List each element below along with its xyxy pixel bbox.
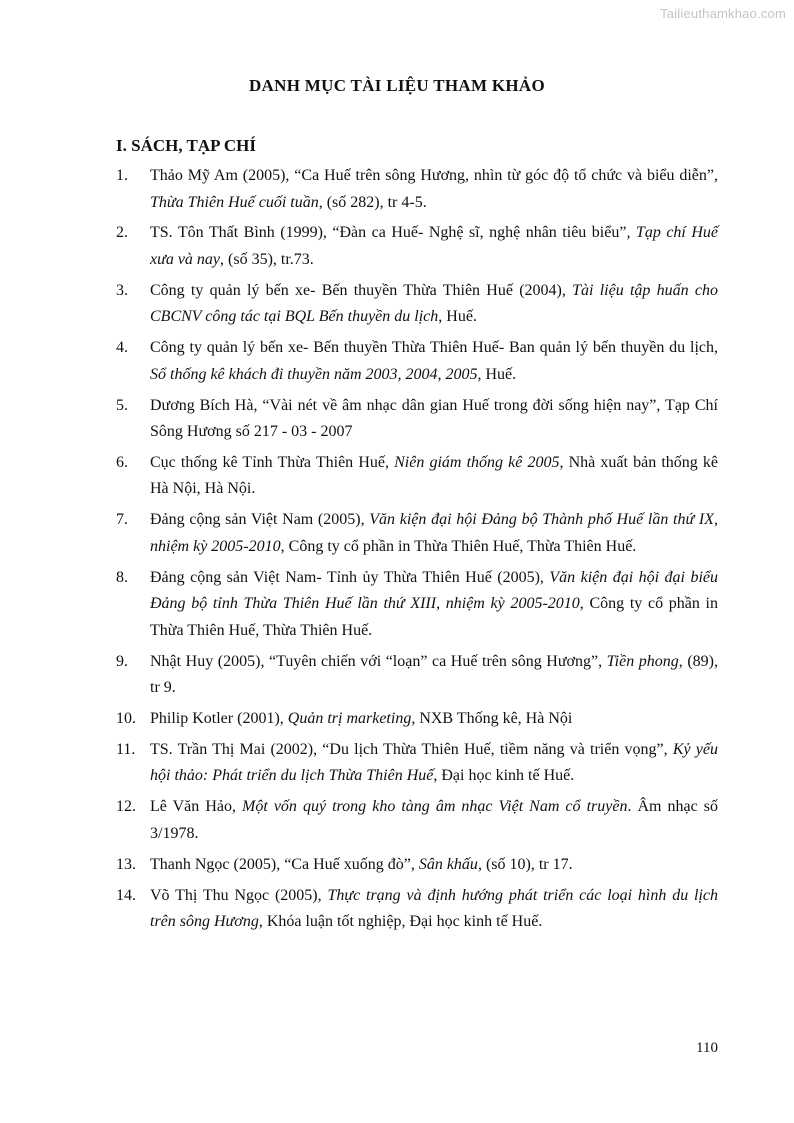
reference-text-segment: , Khóa luận tốt nghiệp, Đại học kinh tế Huế. bbox=[258, 913, 543, 931]
reference-text bbox=[150, 565, 718, 645]
reference-text-segment: Võ Thị Thu Ngọc (2005), bbox=[150, 886, 328, 904]
reference-title-italic: Văn kiện đại hội đại biểu Đảng bộ tỉnh Thừa Thiên Huế lần thứ XIII, nhiệm kỳ 2005-2010 bbox=[150, 568, 719, 613]
reference-text-segment: Công ty quản lý bến xe- Bến thuyền Thừa Thiên Huế (2004), bbox=[150, 281, 573, 299]
reference-title-italic: Kỷ yếu hội thảo: Phát triển du lịch Thừa Thiên Huế bbox=[150, 740, 718, 785]
reference-text-segment: Thảo Mỹ Am (2005), “Ca Huế trên sông Hương, nhìn từ góc độ tổ chức và biểu diễn”, bbox=[150, 167, 718, 184]
reference-title-italic: Niên giám thống kê 2005 bbox=[394, 453, 560, 471]
reference-number: 14. bbox=[116, 886, 136, 904]
reference-text-segment: Dương Bích Hà, “Vài nét về âm nhạc dân gian Huế trong đời sống hiện nay”, Tạp Chí Sông Hương số 217 - 03 - 2007 bbox=[150, 396, 718, 441]
reference-item bbox=[116, 883, 718, 936]
reference-text-segment: Công ty quản lý bến xe- Bến thuyền Thừa Thiên Huế- Ban quản lý bến thuyền du lịch, bbox=[150, 339, 718, 357]
reference-number: 13. bbox=[116, 855, 136, 873]
reference-text bbox=[150, 220, 718, 273]
reference-text-segment: , (89), tr 9. bbox=[150, 652, 719, 697]
reference-item bbox=[116, 737, 718, 790]
reference-text bbox=[150, 737, 718, 790]
page-title: DANH MỤC TÀI LIỆU THAM KHẢO bbox=[248, 76, 546, 95]
reference-item bbox=[116, 335, 718, 388]
reference-title-italic: Văn kiện đại hội Đảng bộ Thành phố Huế lần thứ IX, nhiệm kỳ 2005-2010 bbox=[150, 511, 719, 555]
reference-item bbox=[116, 706, 718, 733]
reference-text bbox=[150, 278, 718, 331]
reference-number: 5. bbox=[116, 396, 128, 414]
reference-item bbox=[116, 450, 718, 503]
reference-text bbox=[150, 507, 718, 560]
reference-number: 7. bbox=[116, 511, 128, 529]
reference-number: 8. bbox=[116, 568, 128, 586]
reference-number: 3. bbox=[116, 281, 128, 299]
reference-item bbox=[116, 794, 718, 847]
reference-number: 12. bbox=[116, 798, 136, 816]
reference-text bbox=[150, 649, 718, 702]
reference-text-segment: , Công ty cổ phần in Thừa Thiên Huế, Thừa Thiên Huế. bbox=[150, 595, 718, 639]
reference-text-segment: Thanh Ngọc (2005), “Ca Huế xuống đò”, bbox=[150, 855, 419, 873]
reference-title-italic: Sân khấu bbox=[418, 855, 478, 873]
reference-number: 4. bbox=[116, 339, 128, 357]
reference-text bbox=[150, 163, 718, 216]
reference-number: 1. bbox=[116, 167, 128, 184]
reference-item bbox=[116, 649, 718, 702]
reference-text-segment: TS. Tôn Thất Bình (1999), “Đàn ca Huế- Nghệ sĩ, nghệ nhân tiêu biểu” bbox=[150, 224, 627, 242]
reference-list bbox=[116, 163, 718, 940]
reference-item bbox=[116, 278, 718, 331]
reference-item bbox=[116, 852, 718, 879]
reference-title-italic: Một vốn quý trong kho tàng âm nhạc Việt Nam cổ truyền bbox=[242, 798, 628, 816]
reference-number: 10. bbox=[116, 710, 136, 728]
reference-text bbox=[150, 393, 718, 446]
reference-text-segment: Lê Văn Hảo, bbox=[150, 798, 243, 816]
reference-text bbox=[150, 706, 718, 733]
reference-text-segment: . Âm nhạc số 3/1978. bbox=[150, 798, 718, 842]
reference-text bbox=[150, 794, 718, 847]
reference-text-segment: , (số 10), tr 17. bbox=[477, 855, 573, 873]
reference-title-italic: Quản trị marketing bbox=[287, 710, 412, 728]
reference-text-segment: , Huế. bbox=[477, 365, 517, 383]
page-number: 110 bbox=[696, 1040, 718, 1056]
reference-text-segment: , Huế. bbox=[438, 308, 477, 326]
reference-text-segment: , (số 35), tr.73. bbox=[220, 250, 314, 268]
reference-number: 11. bbox=[116, 740, 136, 758]
reference-text bbox=[150, 883, 718, 936]
reference-number: 9. bbox=[116, 652, 128, 670]
reference-text bbox=[150, 335, 718, 388]
reference-title-italic: Thừa Thiên Huế cuối tuần bbox=[150, 193, 319, 211]
reference-text-segment: , Công ty cổ phần in Thừa Thiên Huế, Thừa Thiên Huế. bbox=[280, 537, 637, 555]
reference-text-segment: Nhật Huy (2005), “Tuyên chiến với “loạn” ca Huế trên sông Hương”, bbox=[150, 652, 607, 670]
reference-text-segment: , Nhà xuất bản thống kê Hà Nội, Hà Nội. bbox=[150, 453, 718, 498]
reference-title-italic: , Tạp chí Huế xưa và nay bbox=[150, 224, 719, 268]
reference-item bbox=[116, 507, 718, 560]
reference-text-segment: Cục thống kê Tỉnh Thừa Thiên Huế, bbox=[150, 453, 395, 471]
reference-item bbox=[116, 220, 718, 273]
reference-title-italic: Thực trạng và định hướng phát triển các loại hình du lịch trên sông Hương bbox=[150, 886, 719, 931]
watermark: Tailieuthamkhao.com bbox=[660, 6, 786, 21]
reference-title-italic: Sổ thống kê khách đi thuyền năm 2003, 2004, 2005 bbox=[150, 365, 478, 383]
reference-number: 6. bbox=[116, 453, 128, 471]
section-heading: I. SÁCH, TẠP CHÍ bbox=[116, 136, 256, 155]
reference-text-segment: Đảng cộng sản Việt Nam (2005), bbox=[150, 511, 370, 529]
reference-text-segment: , (số 282), tr 4-5. bbox=[318, 193, 427, 211]
reference-number: 2. bbox=[116, 224, 128, 242]
reference-item bbox=[116, 565, 718, 645]
reference-item bbox=[116, 163, 718, 216]
reference-text-segment: Philip Kotler (2001), bbox=[150, 710, 288, 728]
reference-item bbox=[116, 393, 718, 446]
reference-text bbox=[150, 450, 718, 503]
reference-title-italic: Tiền phong bbox=[606, 652, 679, 670]
reference-text-segment: TS. Trần Thị Mai (2002), “Du lịch Thừa Thiên Huế, tiềm năng và triển vọng”, bbox=[150, 740, 673, 758]
reference-text-segment: Đảng cộng sản Việt Nam- Tỉnh ủy Thừa Thiên Huế (2005), bbox=[150, 568, 550, 586]
reference-text-segment: , NXB Thống kê, Hà Nội bbox=[411, 710, 573, 728]
reference-text bbox=[150, 852, 718, 879]
reference-text-segment: , Đại học kinh tế Huế. bbox=[433, 767, 575, 785]
reference-title-italic: Tài liệu tập huấn cho CBCNV công tác tại BQL Bến thuyền du lịch bbox=[150, 281, 718, 326]
